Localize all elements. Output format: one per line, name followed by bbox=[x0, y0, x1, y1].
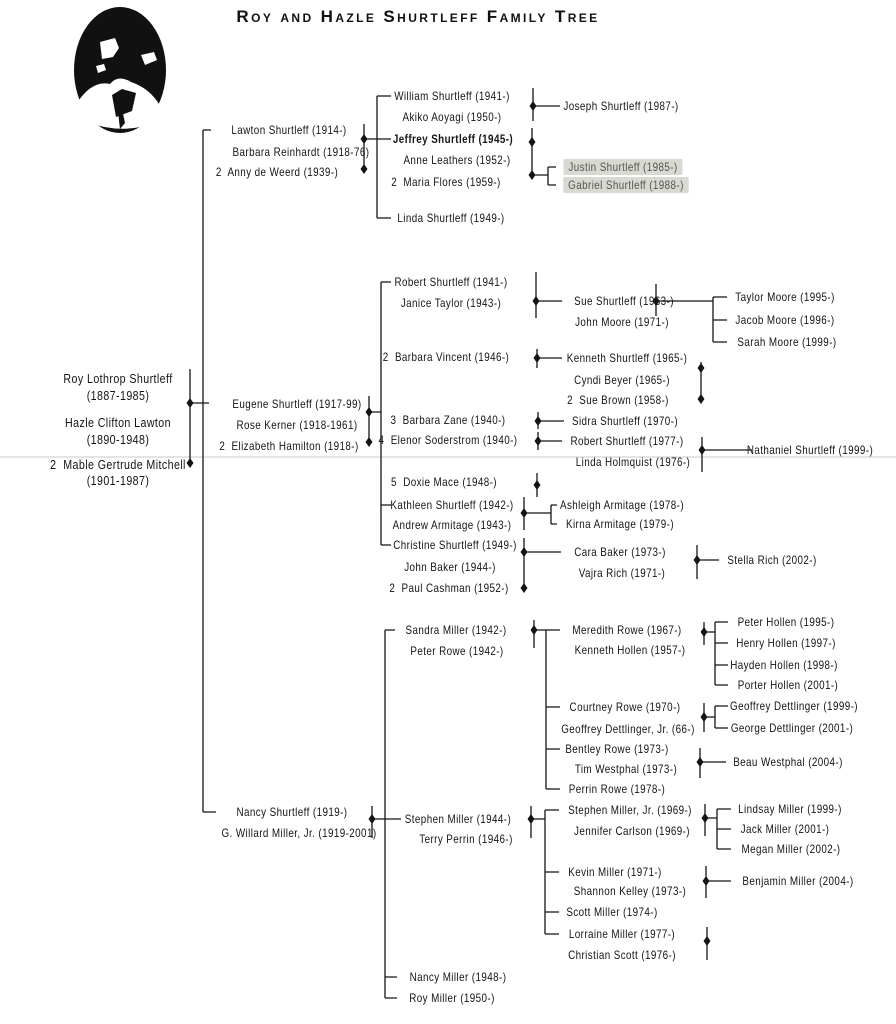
person-mable-gertrude-mitchell: 2 Mable Gertrude Mitchell bbox=[50, 457, 186, 472]
person-elizabeth-hamilton: 2 Elizabeth Hamilton (1918-) bbox=[219, 439, 359, 453]
lines-nancy-family bbox=[372, 630, 401, 998]
lines-kathleen-family bbox=[524, 497, 557, 530]
person-eugene-shurtleff: Eugene Shurtleff (1917-99) bbox=[232, 397, 362, 411]
person-geoffrey-dettlinger-jr: Geoffrey Dettlinger, Jr. (66-) bbox=[561, 722, 695, 736]
person-anne-leathers: Anne Leathers (1952-) bbox=[403, 153, 511, 167]
person-g-willard-miller-jr: G. Willard Miller, Jr. (1919-2001) bbox=[221, 826, 377, 840]
person-peter-rowe: Peter Rowe (1942-) bbox=[410, 644, 504, 658]
person-nathaniel-shurtleff: Nathaniel Shurtleff (1999-) bbox=[746, 443, 874, 457]
portrait-photo bbox=[74, 7, 166, 133]
person-barbara-reinhardt: Barbara Reinhardt (1918-76) bbox=[232, 145, 370, 159]
person-courtney-rowe: Courtney Rowe (1970-) bbox=[569, 700, 681, 714]
person-kevin-miller: Kevin Miller (1971-) bbox=[568, 865, 662, 879]
person-anny-de-weerd: 2 Anny de Weerd (1939-) bbox=[215, 165, 339, 179]
person-kathleen-shurtleff: Kathleen Shurtleff (1942-) bbox=[390, 498, 514, 512]
person-lawton-shurtleff: Lawton Shurtleff (1914-) bbox=[231, 123, 347, 137]
person-kenneth-shurtleff: Kenneth Shurtleff (1965-) bbox=[566, 351, 688, 365]
person-william-shurtleff: William Shurtleff (1941-) bbox=[394, 89, 510, 103]
person-kenneth-hollen: Kenneth Hollen (1957-) bbox=[574, 643, 686, 657]
lines-eugene-family bbox=[369, 282, 391, 545]
person-lindsay-miller: Lindsay Miller (1999-) bbox=[738, 802, 842, 816]
person-hazle-clifton-lawton: Hazle Clifton Lawton bbox=[65, 415, 171, 430]
person-elenor-soderstrom: 4 Elenor Soderstrom (1940-) bbox=[378, 433, 518, 447]
person-andrew-armitage: Andrew Armitage (1943-) bbox=[392, 518, 512, 532]
person-cyndi-beyer: Cyndi Beyer (1965-) bbox=[574, 373, 670, 387]
person-perrin-rowe: Perrin Rowe (1978-) bbox=[568, 782, 666, 796]
person-jennifer-carlson: Jennifer Carlson (1969-) bbox=[574, 824, 690, 838]
person-john-moore: John Moore (1971-) bbox=[575, 315, 669, 329]
person-george-dettlinger: George Dettlinger (2001-) bbox=[730, 721, 854, 735]
person-jeffrey-shurtleff: Jeffrey Shurtleff (1945-) bbox=[392, 132, 514, 146]
lines-gen1-trunk bbox=[190, 130, 216, 812]
person-tim-westphal: Tim Westphal (1973-) bbox=[574, 762, 678, 776]
person-stella-rich: Stella Rich (2002-) bbox=[727, 553, 817, 567]
lines-cara-family bbox=[697, 545, 719, 579]
person-doxie-mace: 5 Doxie Mace (1948-) bbox=[391, 475, 497, 489]
person-roy-miller: Roy Miller (1950-) bbox=[409, 991, 495, 1005]
lines-kevin-family bbox=[706, 866, 731, 898]
lines-stephenjr-family bbox=[705, 804, 731, 849]
person-janice-taylor: Janice Taylor (1943-) bbox=[400, 296, 502, 310]
person-john-baker: John Baker (1944-) bbox=[404, 560, 496, 574]
person-kirna-armitage: Kirna Armitage (1979-) bbox=[565, 517, 675, 531]
lines-courtney-family bbox=[704, 703, 728, 732]
person-robert-shurtleff: Robert Shurtleff (1941-) bbox=[394, 275, 508, 289]
person-sue-brown: 2 Sue Brown (1958-) bbox=[567, 393, 669, 407]
person-peter-hollen: Peter Hollen (1995-) bbox=[737, 615, 835, 629]
person-terry-perrin: Terry Perrin (1946-) bbox=[419, 832, 513, 846]
lines-meredith-family bbox=[704, 622, 728, 685]
person-justin-shurtleff-highlighted: Justin Shurtleff (1985-) bbox=[563, 159, 682, 175]
person-beau-westphal: Beau Westphal (2004-) bbox=[733, 755, 843, 769]
person-hayden-hollen: Hayden Hollen (1998-) bbox=[730, 658, 838, 672]
person-linda-holmquist: Linda Holmquist (1976-) bbox=[575, 455, 691, 469]
person-sidra-shurtleff: Sidra Shurtleff (1970-) bbox=[571, 414, 679, 428]
lines-jeffrey-family bbox=[532, 88, 560, 185]
person-rose-kerner: Rose Kerner (1918-1961) bbox=[236, 418, 358, 432]
lines-robert-marriages bbox=[536, 272, 564, 497]
person-hazle-years: (1890-1948) bbox=[86, 432, 150, 447]
person-robert-shurtleff-jr: Robert Shurtleff (1977-) bbox=[570, 434, 684, 448]
person-roy-lothrop-shurtleff: Roy Lothrop Shurtleff bbox=[63, 371, 173, 386]
person-megan-miller: Megan Miller (2002-) bbox=[741, 842, 841, 856]
person-meredith-rowe: Meredith Rowe (1967-) bbox=[572, 623, 682, 637]
person-jacob-moore: Jacob Moore (1996-) bbox=[735, 313, 835, 327]
person-ashleigh-armitage: Ashleigh Armitage (1978-) bbox=[559, 498, 685, 512]
person-sandra-miller: Sandra Miller (1942-) bbox=[405, 623, 507, 637]
person-bentley-rowe: Bentley Rowe (1973-) bbox=[565, 742, 669, 756]
lines-sue-moore-family bbox=[656, 284, 727, 342]
person-gabriel-shurtleff-highlighted: Gabriel Shurtleff (1988-) bbox=[563, 177, 688, 193]
person-linda-shurtleff: Linda Shurtleff (1949-) bbox=[397, 211, 505, 225]
person-porter-hollen: Porter Hollen (2001-) bbox=[737, 678, 839, 692]
person-akiko-aoyagi: Akiko Aoyagi (1950-) bbox=[402, 110, 502, 124]
person-paul-cashman: 2 Paul Cashman (1952-) bbox=[389, 581, 509, 595]
person-maria-flores: 2 Maria Flores (1959-) bbox=[391, 175, 501, 189]
person-vajra-rich: Vajra Rich (1971-) bbox=[578, 566, 666, 580]
lines-sandra-family bbox=[534, 620, 560, 789]
lines-stephen-family bbox=[531, 806, 559, 934]
person-roy-years: (1887-1985) bbox=[86, 388, 150, 403]
person-lorraine-miller: Lorraine Miller (1977-) bbox=[568, 927, 676, 941]
person-jack-miller: Jack Miller (2001-) bbox=[740, 822, 830, 836]
person-joseph-shurtleff: Joseph Shurtleff (1987-) bbox=[563, 99, 679, 113]
person-sue-shurtleff: Sue Shurtleff (1963-) bbox=[574, 294, 674, 308]
person-stephen-miller-jr: Stephen Miller, Jr. (1969-) bbox=[568, 803, 692, 817]
person-scott-miller: Scott Miller (1974-) bbox=[566, 905, 658, 919]
person-sarah-moore: Sarah Moore (1999-) bbox=[737, 335, 837, 349]
person-taylor-moore: Taylor Moore (1995-) bbox=[735, 290, 835, 304]
person-barbara-vincent: 2 Barbara Vincent (1946-) bbox=[382, 350, 510, 364]
person-shannon-kelley: Shannon Kelley (1973-) bbox=[573, 884, 687, 898]
person-nancy-miller: Nancy Miller (1948-) bbox=[409, 970, 507, 984]
person-henry-hollen: Henry Hollen (1997-) bbox=[736, 636, 836, 650]
person-stephen-miller: Stephen Miller (1944-) bbox=[404, 812, 512, 826]
person-nancy-shurtleff: Nancy Shurtleff (1919-) bbox=[236, 805, 348, 819]
chart-title: Roy and Hazle Shurtleff Family Tree bbox=[236, 7, 600, 26]
person-benjamin-miller: Benjamin Miller (2004-) bbox=[742, 874, 854, 888]
person-christine-shurtleff: Christine Shurtleff (1949-) bbox=[393, 538, 517, 552]
person-mable-years: (1901-1987) bbox=[86, 473, 150, 488]
person-barbara-zane: 3 Barbara Zane (1940-) bbox=[390, 413, 506, 427]
person-geoffrey-dettlinger: Geoffrey Dettlinger (1999-) bbox=[730, 699, 858, 713]
lines-christine-family bbox=[524, 538, 561, 590]
lines-bentley-family bbox=[700, 748, 726, 778]
person-cara-baker: Cara Baker (1973-) bbox=[574, 545, 666, 559]
lines-robertjr-family bbox=[702, 437, 752, 472]
person-christian-scott: Christian Scott (1976-) bbox=[568, 948, 676, 962]
